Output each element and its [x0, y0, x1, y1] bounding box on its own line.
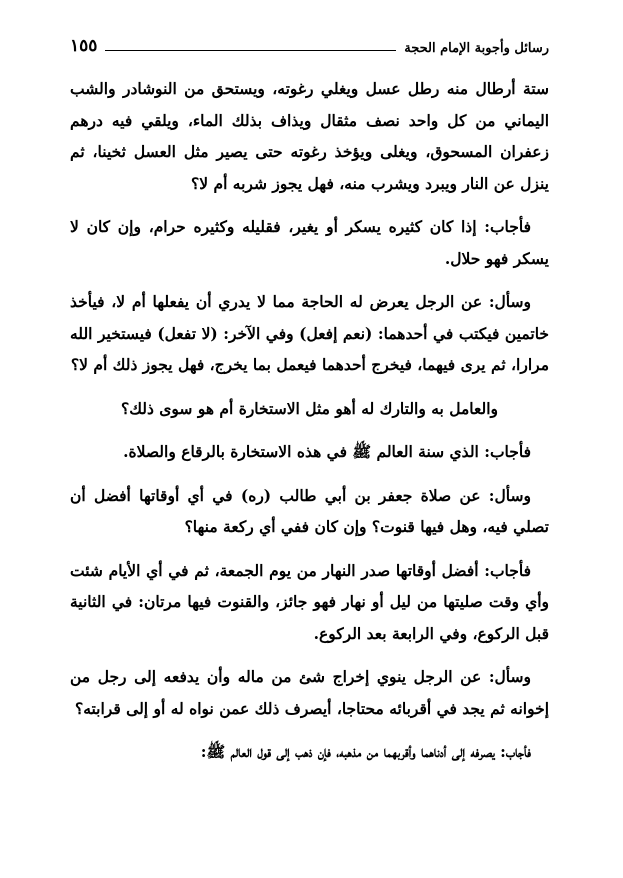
paragraph-answer: فأجاب: الذي سنة العالم ﷺ في هذه الاستخارة بالرقاع والصلاة.: [123, 442, 531, 461]
paragraph-question: وسأل: عن صلاة جعفر بن أبي طالب (ره) في أي أوقاتها أفضل أن تصلي فيه، وهل فيها قنوت؟ وإن كان ففي أي ركعة منها؟: [70, 485, 549, 536]
page-header: [70, 32, 549, 56]
paragraph-question: وسأل: عن الرجل ينوي إخراج شئ من ماله وأن يدفعه إلى رجل من إخوانه ثم يجد في أقربائه محتاجا، أيصرف ذلك عمن نواه له أو إلى قرابته؟: [70, 667, 549, 718]
paragraph-question-continuation: ستة أرطال منه رطل عسل ويغلي رغوته، ويستحق من النوشادر والشب اليماني من كل واحد نصف مثقال ويذاف بذلك الماء، ويلقي فيه درهم زعفران المسحوق، ويغلى ويؤخذ رغوته حتى يصير مثل العسل ثخينا، ثم ينزل عن النار ويبرد ويشرب منه، فهل يجوز شربه أم لا؟: [70, 79, 549, 193]
paragraph-answer: فأجاب: يصرفه إلى أدناهما وأقربهما من مذهبه، فإن ذهب إلى قول العالم ﷺ:: [200, 742, 531, 761]
paragraph-question: وسأل: عن الرجل يعرض له الحاجة مما لا يدري أن يفعلها أم لا، فيأخذ خاتمين فيكتب في أحدهما: (نعم إفعل) وفي الآخر: (لا تفعل) فيستخير الله مرارا، ثم يرى فيهما، فيخرج أحدهما فيعمل بما يخرج، فهل يجوز ذلك أم لا؟: [70, 292, 549, 374]
running-title: رسائل وأجوبة الإمام الحجة: [404, 41, 549, 56]
paragraph-answer: فأجاب: أفضل أوقاتها صدر النهار من يوم الجمعة، ثم في أي الأيام شئت وأي وقت صليتها من ليل أو نهار فهو جائز، والقنوت فيها مرتان: في الثانية قبل الركوع، وفي الرابعة بعد الركوع.: [70, 560, 549, 643]
paragraph-question-followup: والعامل به والتارك له أهو مثل الاستخارة أم هو سوى ذلك؟: [120, 398, 499, 418]
page-body: [70, 73, 549, 768]
paragraph-answer: فأجاب: إذا كان كثيره يسكر أو يغير، فقليله وكثيره حرام، وإن كان لا يسكر فهو حلال.: [70, 217, 549, 268]
header-rule: [105, 50, 396, 51]
page-number: ١٥٥: [70, 36, 98, 56]
